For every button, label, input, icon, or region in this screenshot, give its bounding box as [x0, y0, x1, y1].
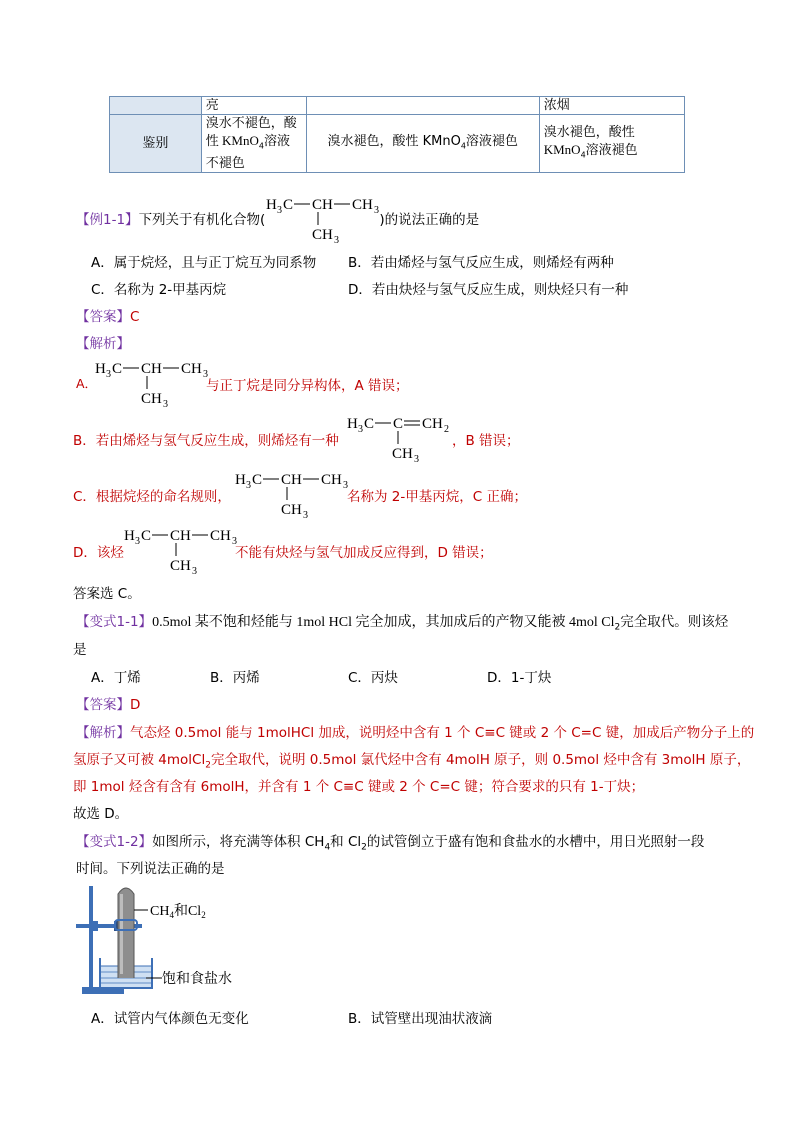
option-b: B．若由烯烃与氢气反应生成，则烯烃有两种 [348, 255, 614, 271]
analysis-d-text: D．该烃 [73, 545, 124, 561]
svg-text:3: 3 [334, 235, 339, 246]
comparison-table [109, 96, 685, 173]
table-cell [306, 97, 539, 115]
svg-text:H: H [266, 197, 277, 213]
option-a: A．丁烯 [91, 670, 141, 686]
variant-1-2-stem: 【变式1-2】如图所示，将充满等体积 $CH_4$和 $Cl_2$的试管倒立于盛有饱和食盐水的水槽中，用日光照射一段 [76, 834, 705, 853]
option-b: B．试管壁出现油状液滴 [348, 1011, 493, 1027]
svg-text:3: 3 [192, 566, 197, 577]
svg-text:CH: CH [281, 472, 302, 488]
analysis-c-text: C．根据烷烃的命名规则， [73, 489, 231, 505]
svg-text:3: 3 [303, 510, 308, 521]
svg-text:CH: CH [181, 361, 202, 377]
analysis-c-tail: 名称为 2-甲基丙烷，C 正确； [347, 489, 527, 505]
conclusion: 答案选 C。 [73, 586, 141, 602]
svg-text:H: H [347, 416, 358, 432]
example-1-1-stem: 【例1-1】下列关于有机化合物( )的说法正确的是 [76, 212, 480, 228]
tube-label: $CH_4$和$Cl_2$ [150, 904, 206, 920]
analysis-line-3: 即 1mol 烃含有含有 6molH，并含有 1 个 C≡C 键或 2 个 C=C 键；符合要求的只有 1-丁炔； [73, 779, 645, 795]
option-c: C．丙炔 [348, 670, 398, 686]
svg-text:C: C [141, 528, 152, 544]
svg-text:3: 3 [232, 536, 237, 547]
table-cell: 溴水褪色，酸性 KMnO$_4$溶液褪色 [306, 115, 539, 173]
svg-text:C: C [112, 361, 123, 377]
svg-text:C: C [252, 472, 263, 488]
variant-1-2-stem-cont: 时间。下列说法正确的是 [76, 861, 225, 877]
variant-1-1-stem: 【变式1-1】0.5mol 某不饱和烃能与 1mol HCl 完全加成，其加成后的产物又能被 4mol $Cl_2$完全取代。则该烃 [76, 614, 729, 633]
svg-text:CH: CH [312, 197, 333, 213]
table-row [110, 115, 685, 173]
answer-line [76, 305, 139, 325]
analysis-line-4: 故选 D。 [73, 806, 129, 822]
answer-line [76, 693, 140, 713]
svg-text:H: H [95, 361, 106, 377]
analysis-tag: 【解析】 [76, 336, 130, 352]
svg-text:CH: CH [422, 416, 443, 432]
analysis-line-1: 【解析】气态烃 0.5mol 能与 1molHCl 加成，说明烃中含有 1 个 C≡C 键或 2 个 C=C 键，加成后产物分子上的 [76, 725, 755, 741]
analysis-tag: 【解析】 [76, 725, 130, 741]
isobutane-structure [235, 467, 355, 521]
svg-text:CH: CH [281, 502, 302, 518]
option-b: B．丙烯 [210, 670, 260, 686]
table-row [110, 97, 685, 115]
svg-text:3: 3 [163, 399, 168, 410]
analysis-line-2: 氢原子又可被 4molCl$_2$完全取代，说明 0.5mol 氯代烃中含有 4molH 原子，则 0.5mol 烃中含有 3molH 原子， [73, 752, 751, 771]
stand-rod [89, 886, 93, 988]
isobutane-structure [266, 192, 386, 246]
answer-value: C [130, 309, 140, 325]
isobutane-structure [95, 356, 215, 410]
svg-text:C: C [364, 416, 375, 432]
table-cell: 浓烟 [539, 97, 684, 115]
option-a: A．试管内气体颜色无变化 [91, 1011, 249, 1027]
variant-1-1-stem-cont: 是 [73, 642, 87, 658]
svg-text:CH: CH [352, 197, 373, 213]
analysis-a-prefix: A． [76, 376, 98, 391]
answer-value: D [130, 697, 141, 713]
svg-text:C: C [393, 416, 404, 432]
svg-text:3: 3 [343, 480, 348, 491]
example-tag: 【例1-1】 [76, 212, 139, 228]
svg-text:3: 3 [106, 369, 111, 380]
svg-text:H: H [235, 472, 246, 488]
svg-text:3: 3 [277, 205, 282, 216]
table-cell: 溴水不褪色，酸 性 KMnO$_4$溶液 不褪色 [201, 115, 306, 173]
option-c: C．名称为 2-甲基丙烷 [91, 282, 227, 298]
option-d: D．若由炔烃与氢气反应生成，则炔烃只有一种 [348, 282, 629, 298]
svg-text:C: C [283, 197, 294, 213]
table-cell: 亮 [201, 97, 306, 115]
svg-text:CH: CH [170, 558, 191, 574]
answer-tag: 【答案】 [76, 697, 130, 713]
table-row-label: 鉴别 [110, 115, 202, 173]
svg-text:CH: CH [141, 361, 162, 377]
svg-text:CH: CH [210, 528, 231, 544]
apparatus-figure [70, 880, 270, 1000]
svg-text:CH: CH [141, 391, 162, 407]
svg-text:3: 3 [358, 424, 363, 435]
svg-text:CH: CH [170, 528, 191, 544]
table-cell [110, 97, 202, 115]
svg-text:CH: CH [321, 472, 342, 488]
isobutane-structure [124, 523, 244, 577]
variant-tag: 【变式1-1】 [76, 614, 153, 630]
svg-text:3: 3 [135, 536, 140, 547]
svg-text:CH: CH [312, 227, 333, 243]
svg-text:H: H [124, 528, 135, 544]
svg-text:CH: CH [392, 446, 413, 462]
analysis-b-text: B．若由烯烃与氢气反应生成，则烯烃有一种 [73, 433, 339, 449]
svg-text:3: 3 [203, 369, 208, 380]
answer-tag: 【答案】 [76, 309, 130, 325]
analysis-b-tail: ，B 错误； [452, 433, 520, 449]
option-a: A．属于烷烃，且与正丁烷互为同系物 [91, 255, 317, 271]
analysis-d-tail: 不能有炔烃与氢气加成反应得到，D 错误； [235, 545, 493, 561]
variant-tag: 【变式1-2】 [76, 834, 153, 850]
svg-text:2: 2 [444, 424, 449, 435]
svg-text:3: 3 [414, 454, 419, 465]
svg-text:3: 3 [246, 480, 251, 491]
isobutene-structure [347, 411, 457, 465]
option-d: D．1-丁炔 [487, 670, 552, 686]
analysis-a-text: 与正丁烷是同分异构体，A 错误； [206, 378, 409, 394]
svg-text:3: 3 [374, 205, 379, 216]
table-cell: 溴水褪色，酸性 KMnO$_4$溶液褪色 [539, 115, 684, 173]
trough-label: 饱和食盐水 [162, 971, 232, 987]
